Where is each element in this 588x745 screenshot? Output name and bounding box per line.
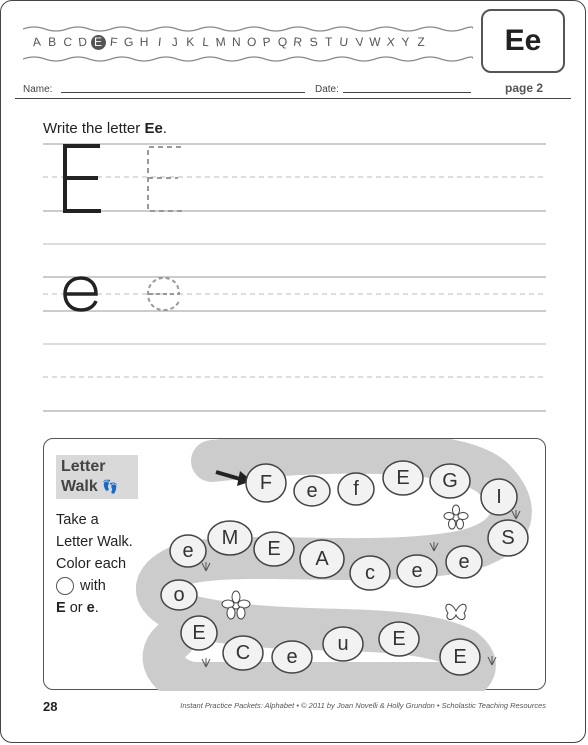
alphabet-letter: F xyxy=(108,34,118,50)
lw-line2: Letter Walk. xyxy=(56,534,133,550)
stepping-stone[interactable] xyxy=(181,616,217,650)
alphabet-letter: P xyxy=(262,34,272,50)
alphabet-letter: S xyxy=(308,34,319,50)
alphabet-letter: T xyxy=(325,35,333,49)
stepping-stone[interactable] xyxy=(246,464,286,502)
stone-letter: S xyxy=(501,527,515,549)
sample-uppercase-e xyxy=(65,146,101,211)
lw-letter-upper: E xyxy=(56,600,66,616)
letter-walk-title-line2: Walk xyxy=(61,478,98,495)
alphabet-letter: H xyxy=(139,35,149,49)
lw-line3: Color each xyxy=(56,556,127,572)
stepping-stone[interactable] xyxy=(488,520,528,556)
alphabet-letter: Z xyxy=(417,35,425,49)
name-label: Name: xyxy=(23,84,53,95)
stepping-stone[interactable] xyxy=(254,532,294,566)
stepping-stone[interactable] xyxy=(350,556,390,590)
stone-letter: E xyxy=(192,622,206,644)
letter-walk-title-line1: Letter xyxy=(61,458,106,475)
instruction-letter: Ee xyxy=(144,120,163,137)
alphabet-letter: V xyxy=(354,34,365,50)
stepping-stone[interactable] xyxy=(323,627,363,661)
stone-letter: u xyxy=(337,633,349,655)
letter-walk-title xyxy=(56,455,138,499)
stone-letter: F xyxy=(259,472,273,494)
stepping-stone[interactable] xyxy=(481,479,517,515)
stepping-stone[interactable] xyxy=(170,535,206,567)
alphabet-letter: D xyxy=(77,34,88,50)
alphabet-letter: A xyxy=(31,34,42,50)
alphabet-letter: L xyxy=(201,34,210,50)
page-label: page 2 xyxy=(504,81,543,95)
stone-letter: c xyxy=(365,562,375,584)
stepping-stone[interactable] xyxy=(446,546,482,578)
stone-letter: C xyxy=(235,642,251,664)
alphabet-letter: J xyxy=(171,34,179,50)
alphabet-letter: G xyxy=(123,34,134,50)
instruction-prefix: Write the letter xyxy=(43,120,145,137)
stone-letter: e xyxy=(182,540,194,562)
alphabet-letter: Q xyxy=(277,35,288,49)
page-footer xyxy=(43,699,546,715)
stone-letter: e xyxy=(286,646,298,668)
trace-uppercase-e xyxy=(148,147,182,211)
page-number: 28 xyxy=(43,699,58,714)
stone-letter: M xyxy=(221,527,239,549)
trace-lowercase-e xyxy=(148,278,179,310)
sample-lowercase-e xyxy=(65,278,96,310)
stepping-stone[interactable] xyxy=(383,461,423,495)
stone-letter: E xyxy=(453,646,467,668)
footprints-icon: 👣 xyxy=(102,479,119,494)
lw-or: or xyxy=(65,600,87,616)
stone-letter: E xyxy=(396,467,410,489)
stone-letter: E xyxy=(267,538,281,560)
alphabet-letter: W xyxy=(369,35,381,49)
stepping-stone[interactable] xyxy=(430,464,470,498)
butterfly-icon xyxy=(446,604,466,619)
stepping-stone[interactable] xyxy=(300,540,344,578)
alphabet-letter: E xyxy=(91,35,106,50)
stone-letter: f xyxy=(353,478,359,500)
stepping-stone[interactable] xyxy=(440,639,480,675)
stepping-stone[interactable] xyxy=(397,555,437,587)
stepping-stone[interactable] xyxy=(161,580,197,610)
alphabet-letter: X xyxy=(385,34,396,50)
letter-walk-box xyxy=(43,438,546,690)
alphabet-letter: O xyxy=(246,34,258,50)
alphabet-letter: N xyxy=(232,35,241,49)
tab-letter: Ee xyxy=(504,24,542,57)
stepping-stone[interactable] xyxy=(379,622,419,656)
alphabet-letter: B xyxy=(48,35,57,49)
lw-letter-lower: e xyxy=(86,600,95,616)
handwriting-lines xyxy=(1,1,586,431)
date-label: Date: xyxy=(315,84,339,95)
alphabet-letter: I xyxy=(157,34,162,50)
lw-period: . xyxy=(94,600,99,616)
flower-icon xyxy=(444,505,468,529)
stone-letter: e xyxy=(458,551,470,573)
stepping-stone[interactable] xyxy=(272,641,312,673)
alphabet-letter: M xyxy=(215,34,227,50)
stone-letter: E xyxy=(392,628,406,650)
stone-letter: I xyxy=(496,486,502,508)
alphabet-letter: K xyxy=(186,35,195,49)
stepping-stone[interactable] xyxy=(223,636,263,670)
alphabet-letter: C xyxy=(62,34,73,50)
lw-line1: Take a xyxy=(56,512,99,528)
stepping-stone[interactable] xyxy=(208,521,252,555)
stone-letter: A xyxy=(315,548,329,570)
stepping-stone[interactable] xyxy=(294,476,330,506)
stone-letter: e xyxy=(411,560,423,582)
stone-letter: o xyxy=(173,584,185,606)
footer-credit: Instant Practice Packets: Alphabet • © 2011 by Joan Novelli & Holly Grundon • Scholastic Teaching Resources xyxy=(180,701,546,710)
alphabet-letter: Y xyxy=(400,34,411,50)
circle-icon xyxy=(56,577,74,595)
alphabet-letter: R xyxy=(292,34,304,50)
stone-letter: G xyxy=(442,470,458,492)
stepping-stone[interactable] xyxy=(338,473,374,505)
instruction-suffix: . xyxy=(162,120,167,137)
lw-line4: with xyxy=(80,578,106,594)
alphabet-letter: U xyxy=(339,34,350,50)
letter-walk-instructions xyxy=(56,509,156,619)
stone-letter: e xyxy=(306,480,318,502)
